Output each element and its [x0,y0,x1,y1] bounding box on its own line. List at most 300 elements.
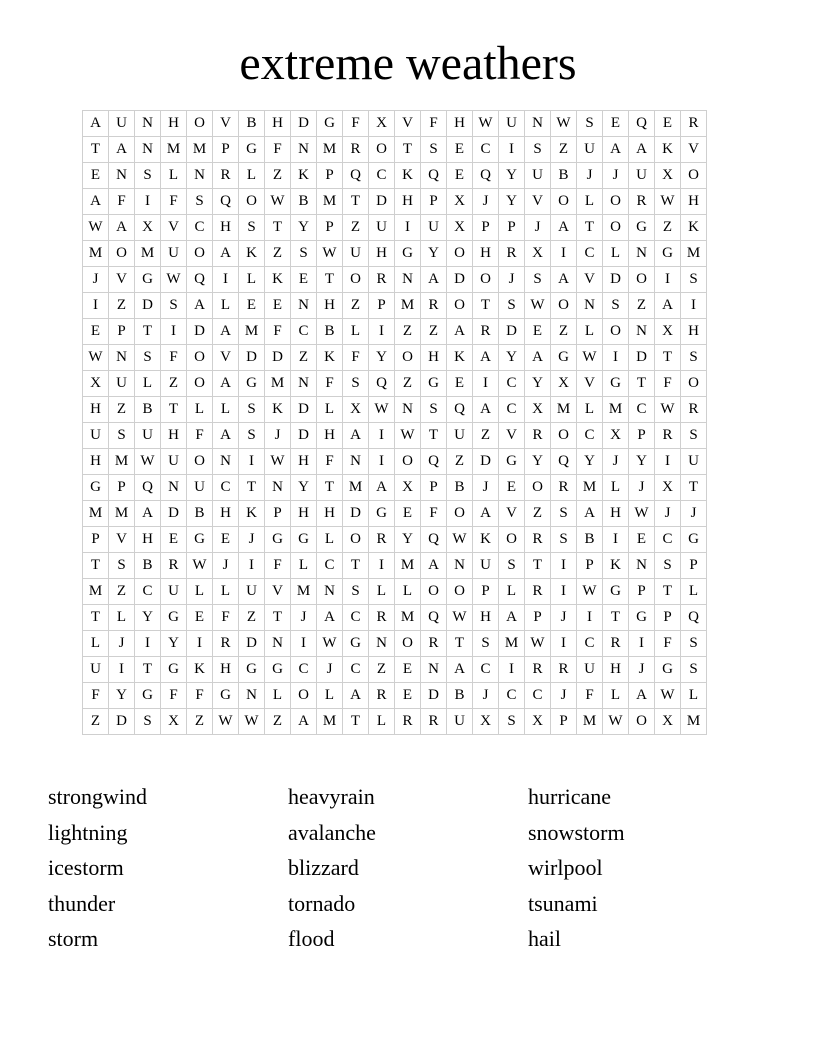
grid-cell[interactable]: T [447,631,473,657]
grid-cell[interactable]: Y [161,631,187,657]
grid-cell[interactable]: P [421,475,447,501]
grid-cell[interactable]: C [187,215,213,241]
grid-cell[interactable]: E [83,163,109,189]
grid-cell[interactable]: A [369,475,395,501]
grid-cell[interactable]: E [239,293,265,319]
grid-cell[interactable]: E [395,683,421,709]
grid-cell[interactable]: G [629,605,655,631]
grid-cell[interactable]: J [655,501,681,527]
grid-cell[interactable]: T [239,475,265,501]
grid-cell[interactable]: E [655,111,681,137]
grid-cell[interactable]: A [447,319,473,345]
grid-cell[interactable]: O [291,683,317,709]
grid-cell[interactable]: W [629,501,655,527]
grid-cell[interactable]: Y [369,345,395,371]
grid-cell[interactable]: A [83,189,109,215]
grid-cell[interactable]: O [447,579,473,605]
grid-cell[interactable]: B [135,397,161,423]
grid-cell[interactable]: D [239,631,265,657]
grid-cell[interactable]: I [369,319,395,345]
grid-cell[interactable]: E [499,475,525,501]
grid-cell[interactable]: V [525,189,551,215]
grid-cell[interactable]: E [395,657,421,683]
grid-cell[interactable]: X [655,709,681,735]
grid-cell[interactable]: Y [421,241,447,267]
grid-cell[interactable]: Z [395,371,421,397]
grid-cell[interactable]: M [395,553,421,579]
grid-cell[interactable]: S [525,267,551,293]
grid-cell[interactable]: O [187,449,213,475]
grid-cell[interactable]: P [369,293,395,319]
grid-cell[interactable]: T [681,475,707,501]
grid-cell[interactable]: A [603,137,629,163]
grid-cell[interactable]: C [317,553,343,579]
grid-cell[interactable]: P [629,423,655,449]
grid-cell[interactable]: R [473,319,499,345]
grid-cell[interactable]: I [603,527,629,553]
grid-cell[interactable]: Z [187,709,213,735]
grid-cell[interactable]: I [603,345,629,371]
grid-cell[interactable]: H [317,501,343,527]
grid-cell[interactable]: D [239,345,265,371]
grid-cell[interactable]: J [473,189,499,215]
grid-cell[interactable]: K [239,501,265,527]
grid-cell[interactable]: Q [447,397,473,423]
grid-cell[interactable]: K [655,137,681,163]
grid-cell[interactable]: U [161,449,187,475]
grid-cell[interactable]: T [83,605,109,631]
grid-cell[interactable]: W [317,241,343,267]
grid-cell[interactable]: S [577,111,603,137]
grid-cell[interactable]: I [161,319,187,345]
grid-cell[interactable]: G [135,267,161,293]
grid-cell[interactable]: F [265,137,291,163]
grid-cell[interactable]: L [343,319,369,345]
grid-cell[interactable]: A [473,345,499,371]
grid-cell[interactable]: K [187,657,213,683]
grid-cell[interactable]: O [239,189,265,215]
grid-cell[interactable]: W [603,709,629,735]
grid-cell[interactable]: E [525,319,551,345]
grid-cell[interactable]: A [109,215,135,241]
grid-cell[interactable]: K [395,163,421,189]
grid-cell[interactable]: P [473,579,499,605]
grid-cell[interactable]: H [681,319,707,345]
grid-cell[interactable]: V [577,371,603,397]
grid-cell[interactable]: R [603,631,629,657]
grid-cell[interactable]: W [473,111,499,137]
grid-cell[interactable]: D [447,267,473,293]
grid-cell[interactable]: I [239,449,265,475]
grid-cell[interactable]: N [447,553,473,579]
grid-cell[interactable]: A [473,397,499,423]
grid-cell[interactable]: C [525,683,551,709]
grid-cell[interactable]: G [317,111,343,137]
grid-cell[interactable]: C [291,319,317,345]
grid-cell[interactable]: Z [161,371,187,397]
grid-cell[interactable]: B [577,527,603,553]
grid-cell[interactable]: E [447,371,473,397]
grid-cell[interactable]: T [629,371,655,397]
grid-cell[interactable]: C [499,397,525,423]
grid-cell[interactable]: I [655,449,681,475]
grid-cell[interactable]: L [603,683,629,709]
grid-cell[interactable]: U [577,657,603,683]
grid-cell[interactable]: F [83,683,109,709]
grid-cell[interactable]: S [681,657,707,683]
grid-cell[interactable]: W [525,631,551,657]
grid-cell[interactable]: E [603,111,629,137]
grid-cell[interactable]: M [109,449,135,475]
grid-cell[interactable]: H [681,189,707,215]
grid-cell[interactable]: X [343,397,369,423]
grid-cell[interactable]: V [161,215,187,241]
grid-cell[interactable]: A [213,371,239,397]
grid-cell[interactable]: S [499,553,525,579]
grid-cell[interactable]: P [473,215,499,241]
grid-cell[interactable]: L [603,241,629,267]
grid-cell[interactable]: J [499,267,525,293]
grid-cell[interactable]: Z [239,605,265,631]
grid-cell[interactable]: M [317,709,343,735]
grid-cell[interactable]: V [265,579,291,605]
grid-cell[interactable]: D [343,501,369,527]
grid-cell[interactable]: P [317,215,343,241]
grid-cell[interactable]: S [135,709,161,735]
grid-cell[interactable]: W [265,449,291,475]
grid-cell[interactable]: L [161,163,187,189]
grid-cell[interactable]: P [213,137,239,163]
grid-cell[interactable]: G [161,605,187,631]
grid-cell[interactable]: Y [109,683,135,709]
grid-cell[interactable]: F [265,319,291,345]
grid-cell[interactable]: N [161,475,187,501]
grid-cell[interactable]: R [369,267,395,293]
grid-cell[interactable]: R [525,423,551,449]
grid-cell[interactable]: C [655,527,681,553]
grid-cell[interactable]: S [473,631,499,657]
grid-cell[interactable]: H [83,449,109,475]
grid-cell[interactable]: Z [447,449,473,475]
grid-cell[interactable]: U [421,215,447,241]
grid-cell[interactable]: O [109,241,135,267]
grid-cell[interactable]: M [681,241,707,267]
grid-cell[interactable]: O [369,137,395,163]
grid-cell[interactable]: L [187,579,213,605]
grid-cell[interactable]: T [343,189,369,215]
grid-cell[interactable]: A [343,683,369,709]
grid-cell[interactable]: R [369,605,395,631]
grid-cell[interactable]: U [369,215,395,241]
grid-cell[interactable]: N [265,631,291,657]
grid-cell[interactable]: N [629,319,655,345]
grid-cell[interactable]: T [135,657,161,683]
grid-cell[interactable]: U [109,111,135,137]
grid-cell[interactable]: O [525,475,551,501]
grid-cell[interactable]: U [187,475,213,501]
grid-cell[interactable]: L [499,579,525,605]
grid-cell[interactable]: R [213,631,239,657]
grid-cell[interactable]: N [317,579,343,605]
grid-cell[interactable]: T [603,605,629,631]
grid-cell[interactable]: K [447,345,473,371]
grid-cell[interactable]: Z [655,215,681,241]
grid-cell[interactable]: H [317,423,343,449]
grid-cell[interactable]: Q [135,475,161,501]
grid-cell[interactable]: Y [499,163,525,189]
grid-cell[interactable]: L [213,397,239,423]
grid-cell[interactable]: H [161,423,187,449]
grid-cell[interactable]: Z [395,319,421,345]
grid-cell[interactable]: Q [369,371,395,397]
grid-cell[interactable]: L [681,683,707,709]
grid-cell[interactable]: J [629,657,655,683]
grid-cell[interactable]: H [473,241,499,267]
grid-cell[interactable]: J [473,475,499,501]
grid-cell[interactable]: O [681,371,707,397]
grid-cell[interactable]: I [473,371,499,397]
grid-cell[interactable]: O [447,293,473,319]
grid-cell[interactable]: T [265,215,291,241]
grid-cell[interactable]: U [681,449,707,475]
grid-cell[interactable]: G [265,527,291,553]
grid-cell[interactable]: W [655,683,681,709]
grid-cell[interactable]: N [629,553,655,579]
grid-cell[interactable]: K [239,241,265,267]
grid-cell[interactable]: V [577,267,603,293]
grid-cell[interactable]: S [499,293,525,319]
grid-cell[interactable]: N [291,371,317,397]
grid-cell[interactable]: A [577,501,603,527]
grid-cell[interactable]: F [265,553,291,579]
grid-cell[interactable]: H [369,241,395,267]
grid-cell[interactable]: V [213,111,239,137]
grid-cell[interactable]: U [161,579,187,605]
grid-cell[interactable]: N [369,631,395,657]
grid-cell[interactable]: C [499,683,525,709]
grid-cell[interactable]: O [603,215,629,241]
grid-cell[interactable]: D [187,319,213,345]
grid-cell[interactable]: Z [265,709,291,735]
grid-cell[interactable]: Z [473,423,499,449]
grid-cell[interactable]: B [551,163,577,189]
grid-cell[interactable]: O [395,345,421,371]
grid-cell[interactable]: J [473,683,499,709]
grid-cell[interactable]: F [577,683,603,709]
grid-cell[interactable]: L [213,579,239,605]
grid-cell[interactable]: L [369,709,395,735]
grid-cell[interactable]: S [551,501,577,527]
grid-cell[interactable]: U [343,241,369,267]
grid-cell[interactable]: M [681,709,707,735]
grid-cell[interactable]: Y [395,527,421,553]
grid-cell[interactable]: E [291,267,317,293]
grid-cell[interactable]: G [161,657,187,683]
grid-cell[interactable]: V [109,527,135,553]
grid-cell[interactable]: W [83,215,109,241]
grid-cell[interactable]: K [681,215,707,241]
grid-cell[interactable]: M [239,319,265,345]
grid-cell[interactable]: I [395,215,421,241]
grid-cell[interactable]: A [213,319,239,345]
grid-cell[interactable]: M [317,137,343,163]
grid-cell[interactable]: M [83,501,109,527]
grid-cell[interactable]: A [421,553,447,579]
grid-cell[interactable]: Y [499,189,525,215]
grid-cell[interactable]: J [551,683,577,709]
grid-cell[interactable]: L [369,579,395,605]
grid-cell[interactable]: P [655,605,681,631]
grid-cell[interactable]: G [239,137,265,163]
grid-cell[interactable]: P [109,475,135,501]
grid-cell[interactable]: H [317,293,343,319]
grid-cell[interactable]: T [655,345,681,371]
grid-cell[interactable]: Q [629,111,655,137]
grid-cell[interactable]: R [421,709,447,735]
grid-cell[interactable]: F [161,189,187,215]
grid-cell[interactable]: N [291,137,317,163]
grid-cell[interactable]: N [395,397,421,423]
grid-cell[interactable]: N [239,683,265,709]
grid-cell[interactable]: B [291,189,317,215]
grid-cell[interactable]: Z [265,163,291,189]
grid-cell[interactable]: I [551,631,577,657]
grid-cell[interactable]: A [187,293,213,319]
grid-cell[interactable]: S [655,553,681,579]
grid-cell[interactable]: E [161,527,187,553]
grid-cell[interactable]: N [109,163,135,189]
grid-cell[interactable]: G [603,371,629,397]
grid-cell[interactable]: G [265,657,291,683]
grid-cell[interactable]: L [317,397,343,423]
grid-cell[interactable]: D [291,423,317,449]
grid-cell[interactable]: S [135,163,161,189]
grid-cell[interactable]: C [473,137,499,163]
grid-cell[interactable]: P [109,319,135,345]
grid-cell[interactable]: G [291,527,317,553]
grid-cell[interactable]: J [83,267,109,293]
grid-cell[interactable]: A [447,657,473,683]
grid-cell[interactable]: Q [421,163,447,189]
grid-cell[interactable]: C [343,657,369,683]
grid-cell[interactable]: I [499,657,525,683]
grid-cell[interactable]: G [629,215,655,241]
grid-cell[interactable]: M [291,579,317,605]
grid-cell[interactable]: F [109,189,135,215]
grid-cell[interactable]: G [213,683,239,709]
grid-cell[interactable]: W [265,189,291,215]
grid-cell[interactable]: L [395,579,421,605]
grid-cell[interactable]: X [655,319,681,345]
grid-cell[interactable]: O [187,345,213,371]
grid-cell[interactable]: H [213,657,239,683]
grid-cell[interactable]: U [83,657,109,683]
grid-cell[interactable]: J [109,631,135,657]
grid-cell[interactable]: X [161,709,187,735]
grid-cell[interactable]: M [395,605,421,631]
grid-cell[interactable]: O [629,709,655,735]
grid-cell[interactable]: U [447,423,473,449]
grid-cell[interactable]: Z [109,397,135,423]
grid-cell[interactable]: Y [291,475,317,501]
grid-cell[interactable]: W [369,397,395,423]
grid-cell[interactable]: I [213,267,239,293]
grid-cell[interactable]: J [603,163,629,189]
grid-cell[interactable]: R [499,241,525,267]
grid-cell[interactable]: R [655,423,681,449]
grid-cell[interactable]: M [395,293,421,319]
grid-cell[interactable]: M [317,189,343,215]
grid-cell[interactable]: A [551,215,577,241]
grid-cell[interactable]: S [343,579,369,605]
grid-cell[interactable]: D [603,267,629,293]
grid-cell[interactable]: H [265,111,291,137]
grid-cell[interactable]: Z [525,501,551,527]
grid-cell[interactable]: Y [629,449,655,475]
grid-cell[interactable]: K [291,163,317,189]
grid-cell[interactable]: L [239,267,265,293]
grid-cell[interactable]: M [83,241,109,267]
grid-cell[interactable]: T [83,553,109,579]
grid-cell[interactable]: C [135,579,161,605]
grid-cell[interactable]: I [239,553,265,579]
grid-cell[interactable]: K [265,267,291,293]
grid-cell[interactable]: Y [499,345,525,371]
grid-cell[interactable]: Z [421,319,447,345]
grid-cell[interactable]: P [681,553,707,579]
grid-cell[interactable]: A [473,501,499,527]
grid-cell[interactable]: G [499,449,525,475]
grid-cell[interactable]: C [577,241,603,267]
grid-cell[interactable]: O [603,189,629,215]
grid-cell[interactable]: P [499,215,525,241]
grid-cell[interactable]: W [187,553,213,579]
grid-cell[interactable]: E [265,293,291,319]
grid-cell[interactable]: W [317,631,343,657]
grid-cell[interactable]: Q [421,449,447,475]
grid-cell[interactable]: I [681,293,707,319]
grid-cell[interactable]: G [83,475,109,501]
grid-cell[interactable]: Z [343,215,369,241]
grid-cell[interactable]: N [265,475,291,501]
grid-cell[interactable]: G [187,527,213,553]
grid-cell[interactable]: G [421,371,447,397]
grid-cell[interactable]: T [343,709,369,735]
grid-cell[interactable]: O [551,189,577,215]
grid-cell[interactable]: Q [473,163,499,189]
grid-cell[interactable]: Z [291,345,317,371]
grid-cell[interactable]: I [135,631,161,657]
grid-cell[interactable]: I [369,553,395,579]
grid-cell[interactable]: C [213,475,239,501]
grid-cell[interactable]: L [681,579,707,605]
grid-cell[interactable]: H [447,111,473,137]
grid-cell[interactable]: J [681,501,707,527]
grid-cell[interactable]: L [265,683,291,709]
grid-cell[interactable]: G [681,527,707,553]
grid-cell[interactable]: Q [551,449,577,475]
grid-cell[interactable]: I [551,579,577,605]
grid-cell[interactable]: O [187,371,213,397]
grid-cell[interactable]: O [343,267,369,293]
grid-cell[interactable]: X [655,163,681,189]
grid-cell[interactable]: X [655,475,681,501]
grid-cell[interactable]: A [551,267,577,293]
grid-cell[interactable]: S [551,527,577,553]
grid-cell[interactable]: E [447,163,473,189]
grid-cell[interactable]: R [213,163,239,189]
grid-cell[interactable]: R [421,631,447,657]
